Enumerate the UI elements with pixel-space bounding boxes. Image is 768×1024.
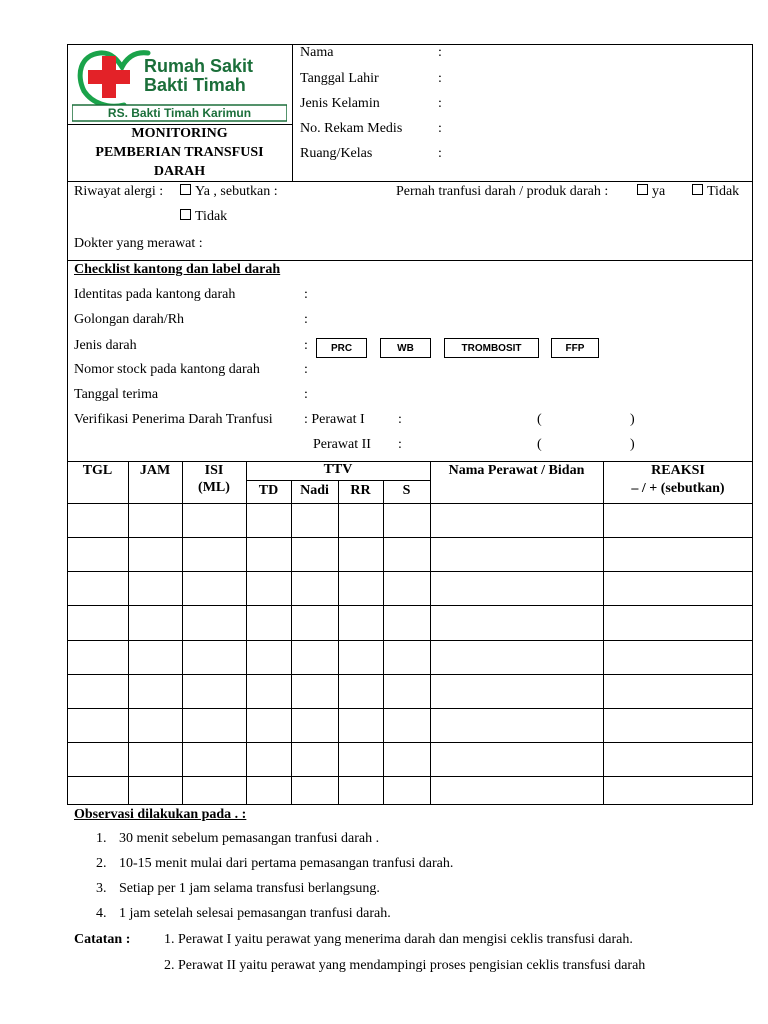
hospital-logo: [72, 47, 287, 122]
observation-item-2-num: 2.: [96, 856, 107, 871]
row-line-7: [67, 742, 753, 743]
logo-name-line2: Bakti Timah: [144, 75, 246, 95]
prev-transfusion-yes-label: ya: [652, 184, 666, 199]
col-header-s: S: [402, 483, 411, 498]
nurse1-colon: :: [398, 412, 402, 427]
row-line-1: [67, 537, 753, 538]
nurse1-paren-open: (: [537, 412, 542, 427]
monitoring-table: [67, 461, 753, 805]
field-jenis-kelamin-colon: :: [438, 96, 442, 111]
col-header-nurse: Nama Perawat / Bidan: [448, 463, 585, 478]
nurse1-paren-close: ): [630, 412, 635, 427]
checklist-golongan-label: Golongan darah/Rh: [74, 312, 185, 327]
field-jenis-kelamin-label: Jenis Kelamin: [300, 96, 380, 111]
allergy-bottom-line: [67, 260, 753, 261]
table-header-bottom: [67, 503, 753, 504]
checklist-heading: Checklist kantong dan label darah: [74, 262, 281, 277]
nurse2-paren-open: (: [537, 437, 542, 452]
observation-item-4-num: 4.: [96, 906, 107, 921]
col-line-nurse-reaksi: [603, 461, 604, 805]
logo-name-line1: Rumah Sakit: [144, 56, 254, 76]
field-nama-colon: :: [438, 45, 442, 60]
row-line-8: [67, 776, 753, 777]
observation-item-3-num: 3.: [96, 881, 107, 896]
field-rekam-medis-label: No. Rekam Medis: [300, 121, 403, 136]
observation-item-1-text: 30 menit sebelum pemasangan tranfusi darah .: [119, 831, 380, 846]
prev-transfusion-no-option[interactable]: [692, 184, 739, 200]
observation-heading: Observasi dilakukan pada . :: [74, 807, 247, 822]
col-line-ttv-nurse: [430, 461, 431, 805]
row-line-5: [67, 674, 753, 675]
checklist-stock-label: Nomor stock pada kantong darah: [74, 362, 260, 377]
field-ruang-label: Ruang/Kelas: [300, 146, 373, 161]
frame-top-line: [67, 44, 753, 45]
notes-item-2: 2. Perawat II yaitu perawat yang mendampingi proses pengisian ceklis transfusi darah: [164, 958, 646, 973]
observation-item-1-num: 1.: [96, 831, 107, 846]
col-line-tgl-jam: [128, 461, 129, 805]
prev-transfusion-yes-option[interactable]: [637, 184, 665, 200]
field-tgl-lahir-label: Tanggal Lahir: [300, 71, 379, 86]
col-line-rr-s: [383, 480, 384, 805]
checklist-golongan-colon: :: [304, 312, 308, 327]
nurse1-label: : Perawat I: [304, 412, 365, 427]
allergy-yes-label: Ya , sebutkan :: [195, 184, 278, 199]
blood-type-ffp[interactable]: FFP: [551, 338, 599, 358]
prev-transfusion-no-checkbox[interactable]: [692, 184, 703, 195]
checklist-identitas-label: Identitas pada kantong darah: [74, 287, 236, 302]
col-header-reaksi: REAKSI: [651, 463, 705, 478]
col-line-nadi-rr: [338, 480, 339, 805]
checklist-tanggal-colon: :: [304, 387, 308, 402]
checklist-identitas-colon: :: [304, 287, 308, 302]
col-header-ttv: TTV: [323, 462, 353, 477]
observation-item-2-text: 10-15 menit mulai dari pertama pemasangan tranfusi darah.: [119, 856, 454, 871]
col-header-reaksi-note: – / + (sebutkan): [631, 481, 725, 496]
checklist-jenis-colon: :: [304, 338, 308, 353]
notes-item-1: 1. Perawat I yaitu perawat yang menerima darah dan mengisi ceklis transfusi darah.: [164, 932, 633, 947]
allergy-no-option[interactable]: [180, 209, 227, 225]
blood-type-trombosit[interactable]: TROMBOSIT: [444, 338, 539, 358]
nurse2-colon: :: [398, 437, 402, 452]
ttv-sub-divider: [246, 480, 430, 481]
prev-transfusion-no-label: Tidak: [707, 184, 740, 199]
col-header-rr: RR: [350, 483, 371, 498]
col-header-td: TD: [258, 483, 279, 498]
col-header-nadi: Nadi: [300, 483, 329, 498]
doctor-label: Dokter yang merawat :: [74, 236, 203, 251]
allergy-no-label: Tidak: [195, 209, 228, 224]
row-line-3: [67, 605, 753, 606]
row-line-2: [67, 571, 753, 572]
allergy-label: Riwayat alergi :: [74, 184, 164, 199]
field-rekam-medis-colon: :: [438, 121, 442, 136]
field-ruang-colon: :: [438, 146, 442, 161]
form-title-line1: MONITORING: [131, 126, 228, 141]
form-title-line3: DARAH: [153, 164, 206, 179]
row-line-4: [67, 640, 753, 641]
checklist-jenis-label: Jenis darah: [74, 338, 137, 353]
checklist-tanggal-label: Tanggal terima: [74, 387, 159, 402]
field-nama-label: Nama: [300, 45, 334, 60]
allergy-yes-option[interactable]: [180, 184, 278, 200]
allergy-no-checkbox[interactable]: [180, 209, 191, 220]
field-tgl-lahir-colon: :: [438, 71, 442, 86]
nurse2-label: Perawat II: [313, 437, 371, 452]
table-bottom-line: [67, 804, 753, 805]
col-header-isi: ISI: [204, 463, 224, 478]
header-divider: [292, 44, 293, 181]
col-header-isi-unit: (ML): [198, 480, 230, 495]
blood-type-prc[interactable]: PRC: [316, 338, 367, 358]
verification-label: Verifikasi Penerima Darah Tranfusi: [74, 412, 273, 427]
allergy-yes-checkbox[interactable]: [180, 184, 191, 195]
col-line-td-nadi: [291, 480, 292, 805]
checklist-stock-colon: :: [304, 362, 308, 377]
col-header-jam: JAM: [139, 463, 171, 478]
observation-item-3-text: Setiap per 1 jam selama transfusi berlangsung.: [119, 881, 380, 896]
observation-item-4-text: 1 jam setelah selesai pemasangan tranfusi darah.: [119, 906, 391, 921]
notes-label: Catatan :: [74, 932, 131, 947]
form-title-line2: PEMBERIAN TRANSFUSI: [95, 145, 264, 160]
nurse2-paren-close: ): [630, 437, 635, 452]
prev-transfusion-label: Pernah tranfusi darah / produk darah :: [396, 184, 609, 199]
col-line-jam-isi: [182, 461, 183, 805]
row-line-6: [67, 708, 753, 709]
blood-type-wb[interactable]: WB: [380, 338, 431, 358]
prev-transfusion-yes-checkbox[interactable]: [637, 184, 648, 195]
col-line-isi-ttv: [246, 461, 247, 805]
logo-banner: RS. Bakti Timah Karimun: [107, 106, 252, 120]
col-header-tgl: TGL: [82, 463, 113, 478]
